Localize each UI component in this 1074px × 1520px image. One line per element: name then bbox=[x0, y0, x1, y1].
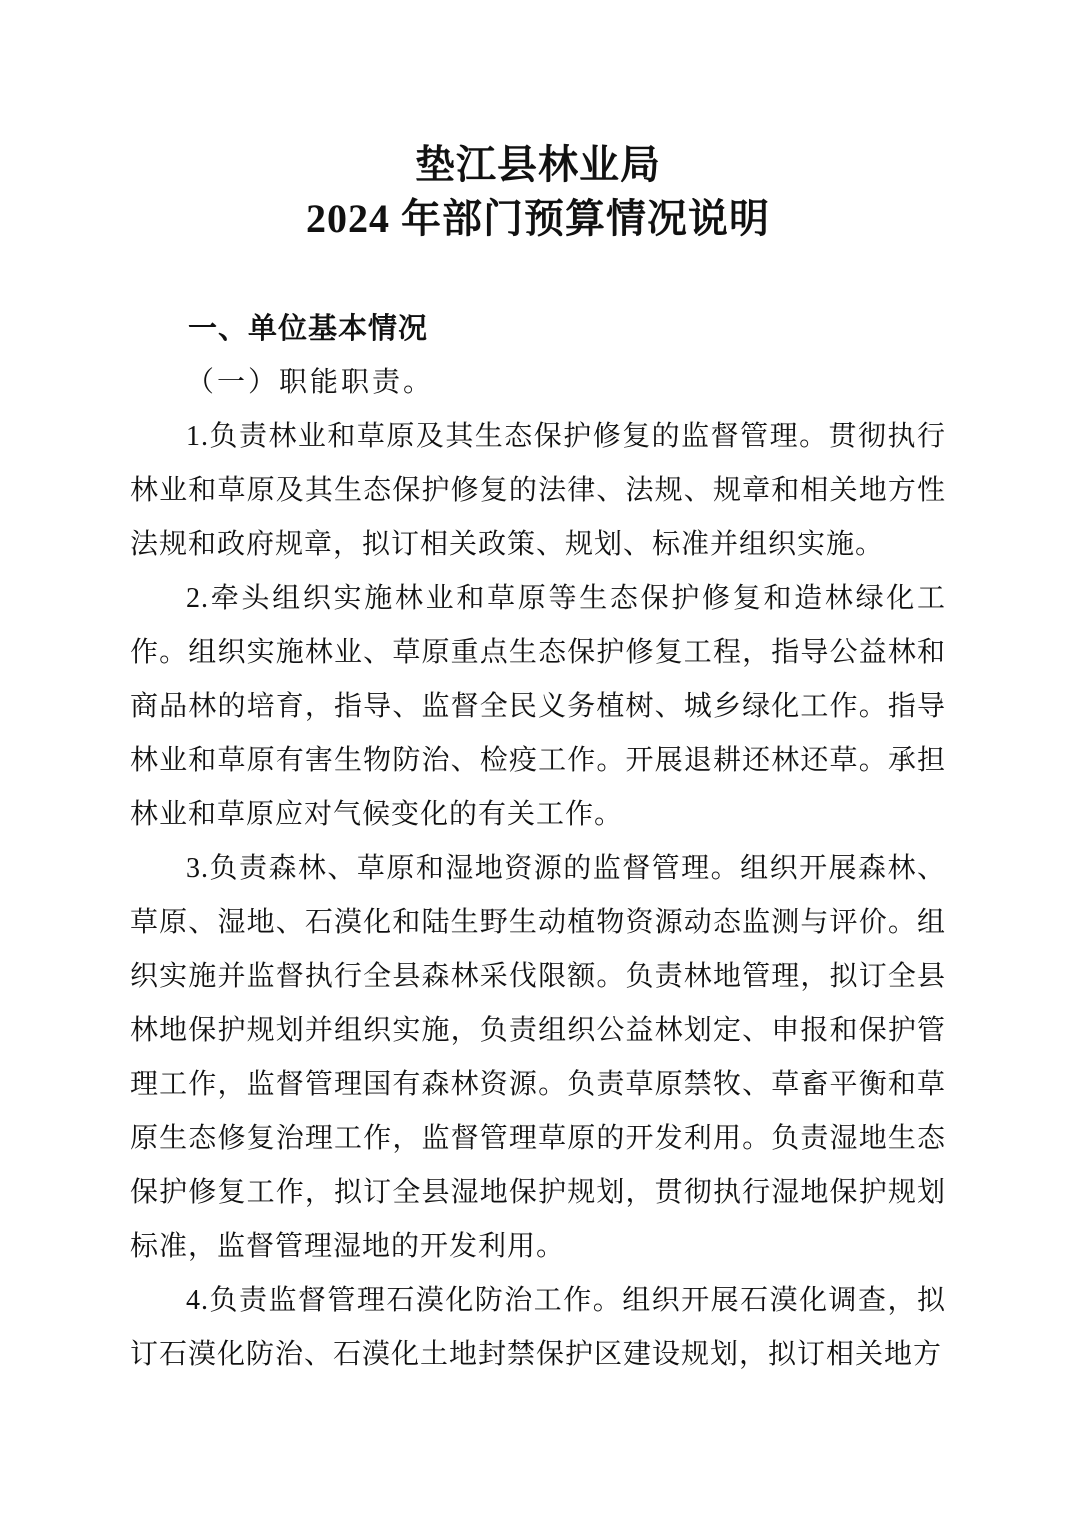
paragraph-3: 3.负责森林、草原和湿地资源的监督管理。组织开展森林、草原、湿地、石漠化和陆生野生动植物资源动态监测与评价。组织实施并监督执行全县森林采伐限额。负责林地管理，拟订全县林地保护规划并组织实施，负责组织公益林划定、申报和保护管理工作，监督管理国有森林资源。负责草原禁牧、草畜平衡和草原生态修复治理工作，监督管理草原的开发利用。负责湿地生态保护修复工作，拟订全县湿地保护规划，贯彻执行湿地保护规划标准，监督管理湿地的开发利用。 bbox=[130, 853, 946, 1262]
subsection-heading: （一）职能职责。 bbox=[186, 367, 435, 398]
section-heading: 一、单位基本情况 bbox=[188, 313, 429, 345]
paragraph-2: 2.牵头组织实施林业和草原等生态保护修复和造林绿化工作。组织实施林业、草原重点生态保护修复工程，指导公益林和商品林的培育，指导、监督全民义务植树、城乡绿化工作。指导林业和草原有害生物防治、检疫工作。开展退耕还林还草。承担林业和草原应对气候变化的有关工作。 bbox=[130, 583, 946, 830]
title-line-1: 垫江县林业局 bbox=[415, 142, 661, 187]
paragraph-4: 4.负责监督管理石漠化防治工作。组织开展石漠化调查，拟订石漠化防治、石漠化土地封禁保护区建设规划，拟订相关地方 bbox=[130, 1285, 946, 1370]
document-body bbox=[130, 302, 946, 1382]
title-line-2: 2024 年部门预算情况说明 bbox=[306, 196, 770, 241]
paragraph-1: 1.负责林业和草原及其生态保护修复的监督管理。贯彻执行林业和草原及其生态保护修复的法律、法规、规章和相关地方性法规和政府规章，拟订相关政策、规划、标准并组织实施。 bbox=[130, 421, 946, 560]
document-title bbox=[130, 138, 946, 246]
